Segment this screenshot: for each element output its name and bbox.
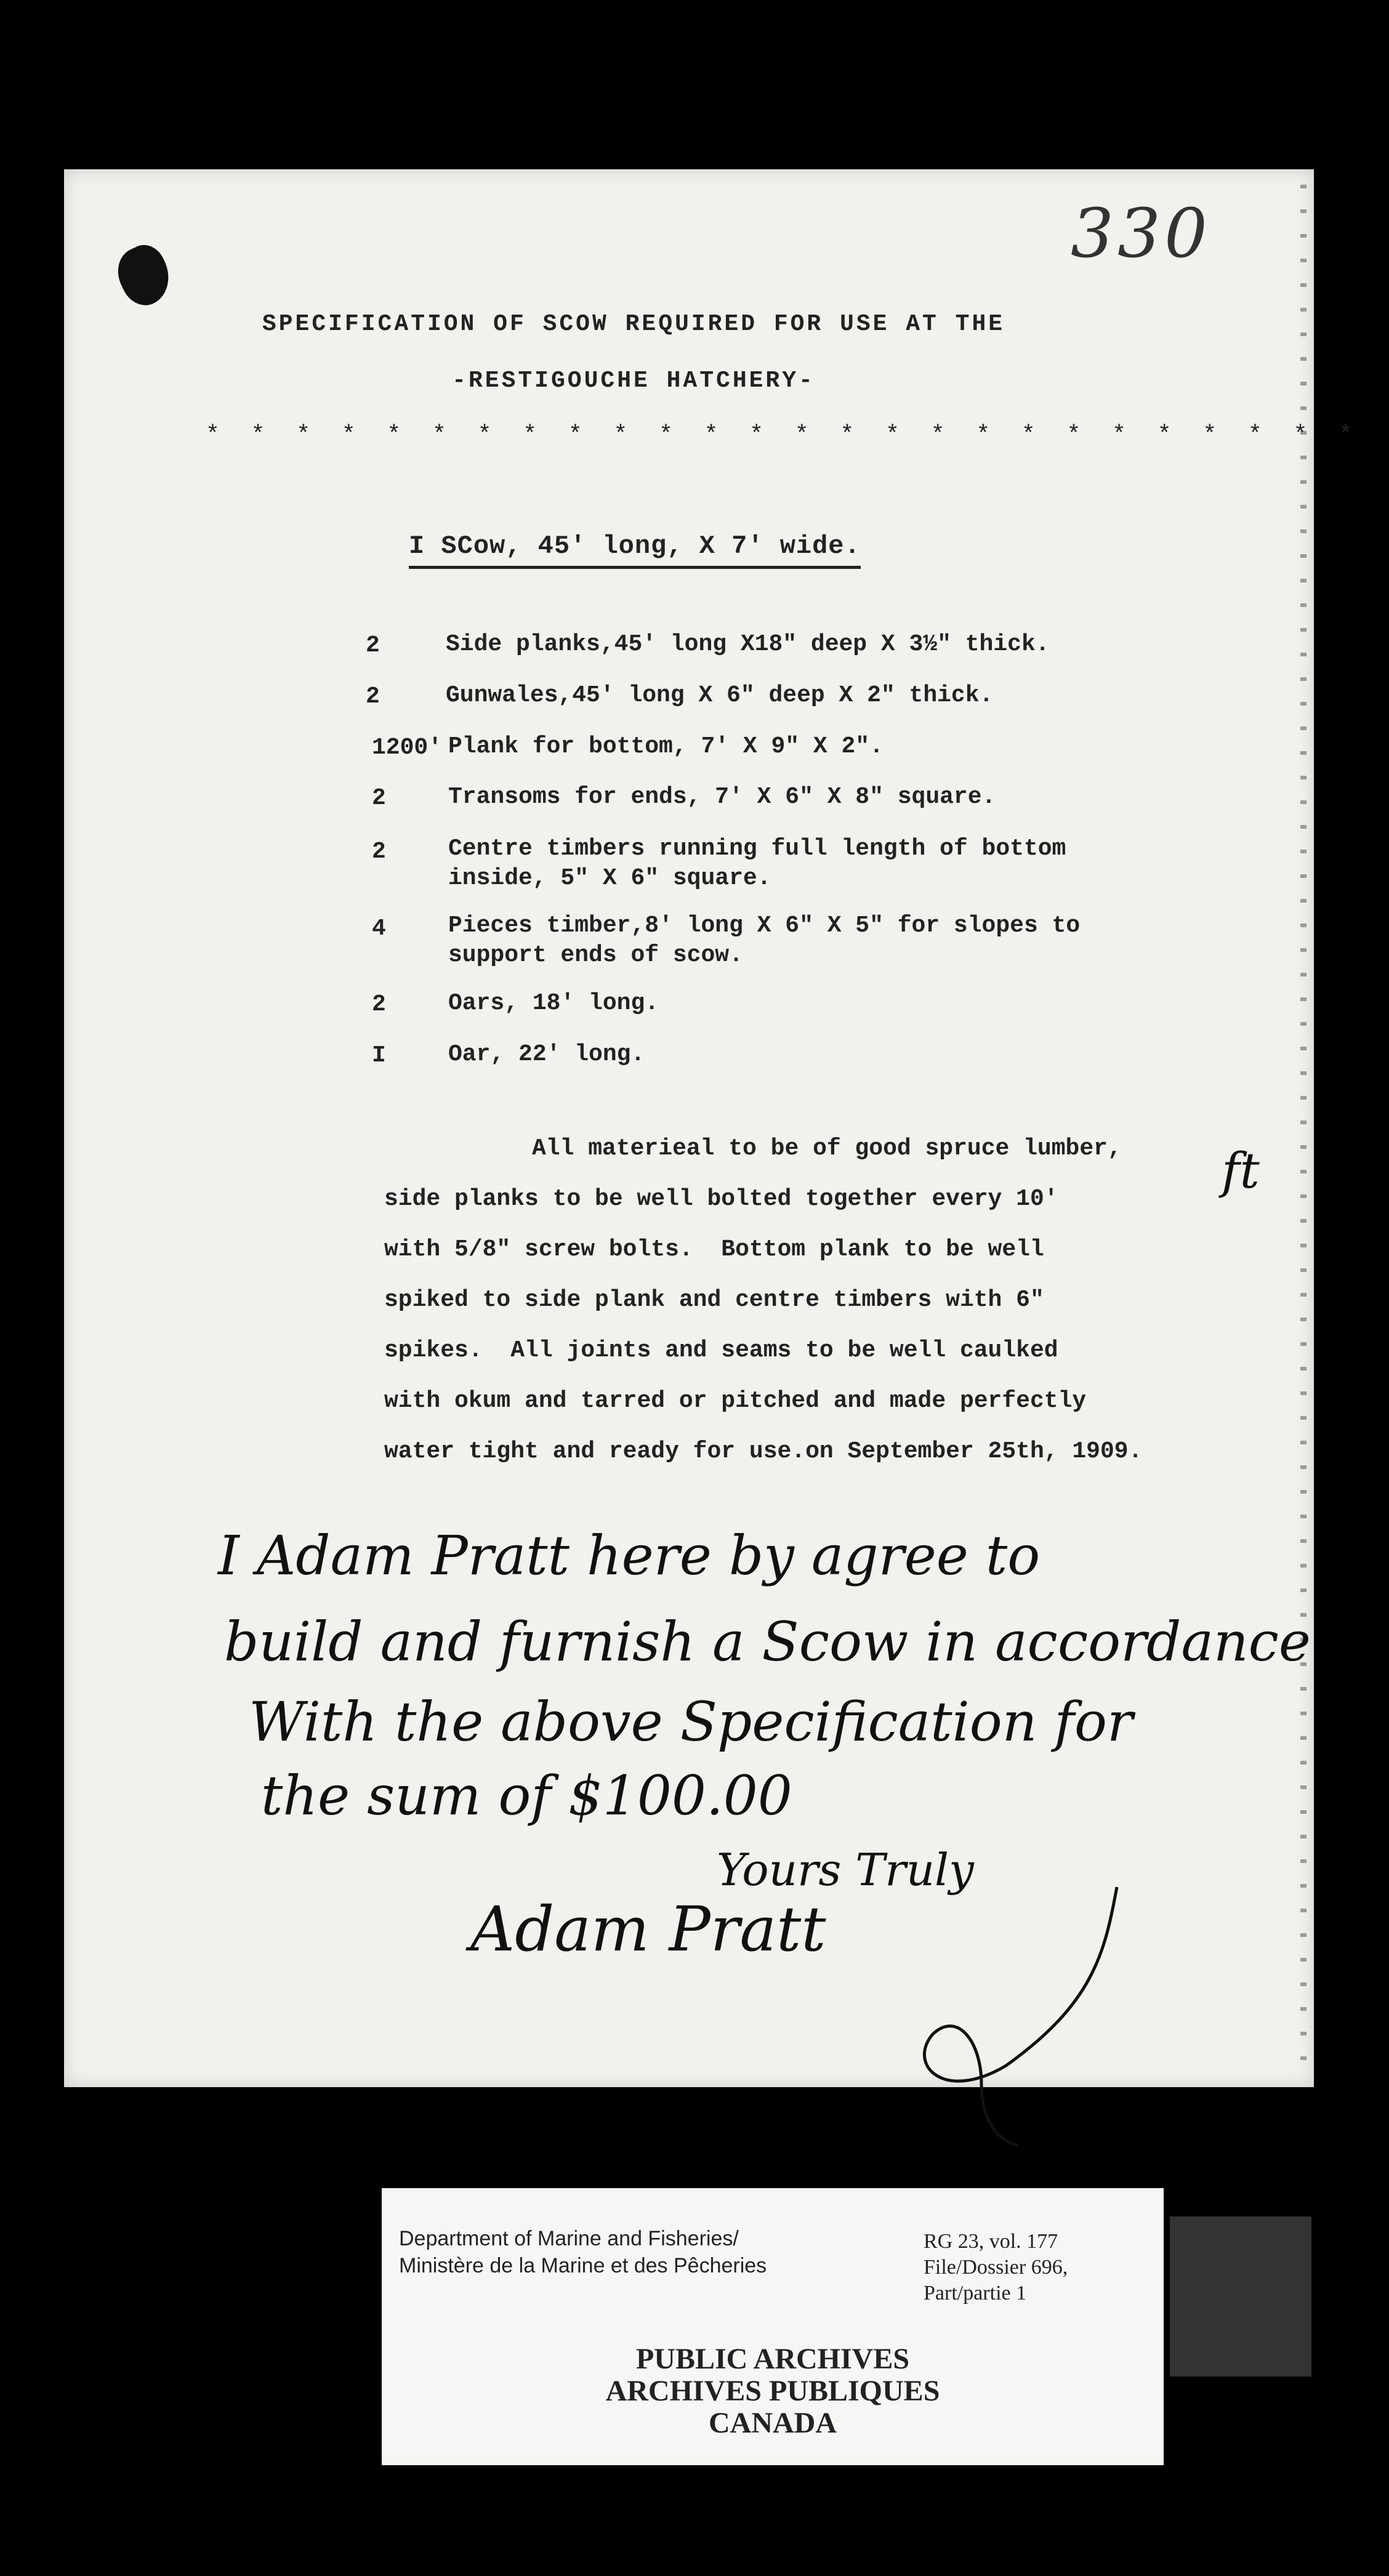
specification-paragraph [384,1124,1289,1477]
item-qty: 1200' [372,735,443,761]
subheading: I SCow, 45' long, X 7' wide. [409,531,861,569]
heading-line-2: -RESTIGOUCHE HATCHERY- [452,368,815,394]
item-qty: I [372,1042,386,1069]
handwritten-signature: Adam Pratt [470,1893,826,1965]
department-text [399,2225,767,2279]
signature-flourish [858,1881,1141,2152]
paragraph-line: with okum and tarred or pitched and made perfectly [384,1388,1087,1414]
heading-line-1: SPECIFICATION OF SCOW REQUIRED FOR USE AT THE [262,311,1005,337]
reference-line: Part/partie 1 [924,2282,1027,2304]
department-line: Department of Marine and Fisheries/ [399,2227,739,2250]
reference-line: File/Dossier 696, [924,2256,1068,2279]
heading-divider-dots: * * * * * * * * * * * * * * * * * * * * * * * * * * [206,422,1361,448]
item-text: Side planks,45' long X18" deep X 3½" thick. [446,631,1050,658]
item-qty: 2 [372,839,386,865]
item-qty: 2 [372,785,386,811]
handwritten-ft: ft [1222,1142,1260,1199]
handwritten-closing: Yours Truly [717,1844,974,1896]
handwritten-line: I Adam Pratt here by agree to [218,1524,1041,1587]
paragraph-line: with 5/8" screw bolts. Bottom plank to be well [384,1236,1044,1263]
item-qty: 2 [372,991,386,1018]
item-text: Oars, 18' long. [448,990,659,1016]
paragraph-line: spiked to side plank and centre timbers with 6" [384,1287,1044,1313]
item-text: Gunwales,45' long X 6" deep X 2" thick. [446,682,994,709]
reference-line: RG 23, vol. 177 [924,2230,1058,2253]
item-text: Transoms for ends, 7' X 6" X 8" square. [448,784,996,810]
paragraph-line: water tight and ready for use.on September 25th, 1909. [384,1438,1143,1465]
archives-line: PUBLIC ARCHIVES [635,2343,910,2375]
tape-strip [1170,2216,1311,2377]
item-text: Pieces timber,8' long X 6" X 5" for slopes to support ends of scow. [448,912,1081,968]
item-qty: 4 [372,916,386,942]
document-sheet [64,169,1361,2087]
item-text: Plank for bottom, 7' X 9" X 2". [448,733,884,760]
margin-marks [1300,185,1306,2081]
handwritten-line: With the above Specification for [249,1690,1133,1753]
department-line: Ministère de la Marine et des Pêcheries [399,2254,767,2277]
paragraph-line: side planks to be well bolted together every 10' [384,1186,1058,1212]
paragraph-line: All materieal to be of good spruce lumber, [532,1135,1122,1162]
archives-line: ARCHIVES PUBLIQUES [605,2375,940,2407]
handwritten-line: build and furnish a Scow in accordance [224,1610,1311,1673]
folio-number: 330 [1071,194,1211,273]
item-qty: 2 [366,632,380,659]
handwritten-line: the sum of $100.00 [261,1764,792,1827]
item-text: Centre timbers running full length of bottom inside, 5" X 6" square. [448,835,1066,892]
archive-label [382,2188,1164,2465]
item-qty: 2 [366,683,380,710]
paragraph-line: spikes. All joints and seams to be well caulked [384,1337,1058,1364]
ink-blot [110,239,179,313]
archives-line: CANADA [709,2407,837,2439]
reference-text [924,2229,1068,2306]
archives-name [382,2343,1164,2439]
item-text: Oar, 22' long. [448,1041,645,1068]
